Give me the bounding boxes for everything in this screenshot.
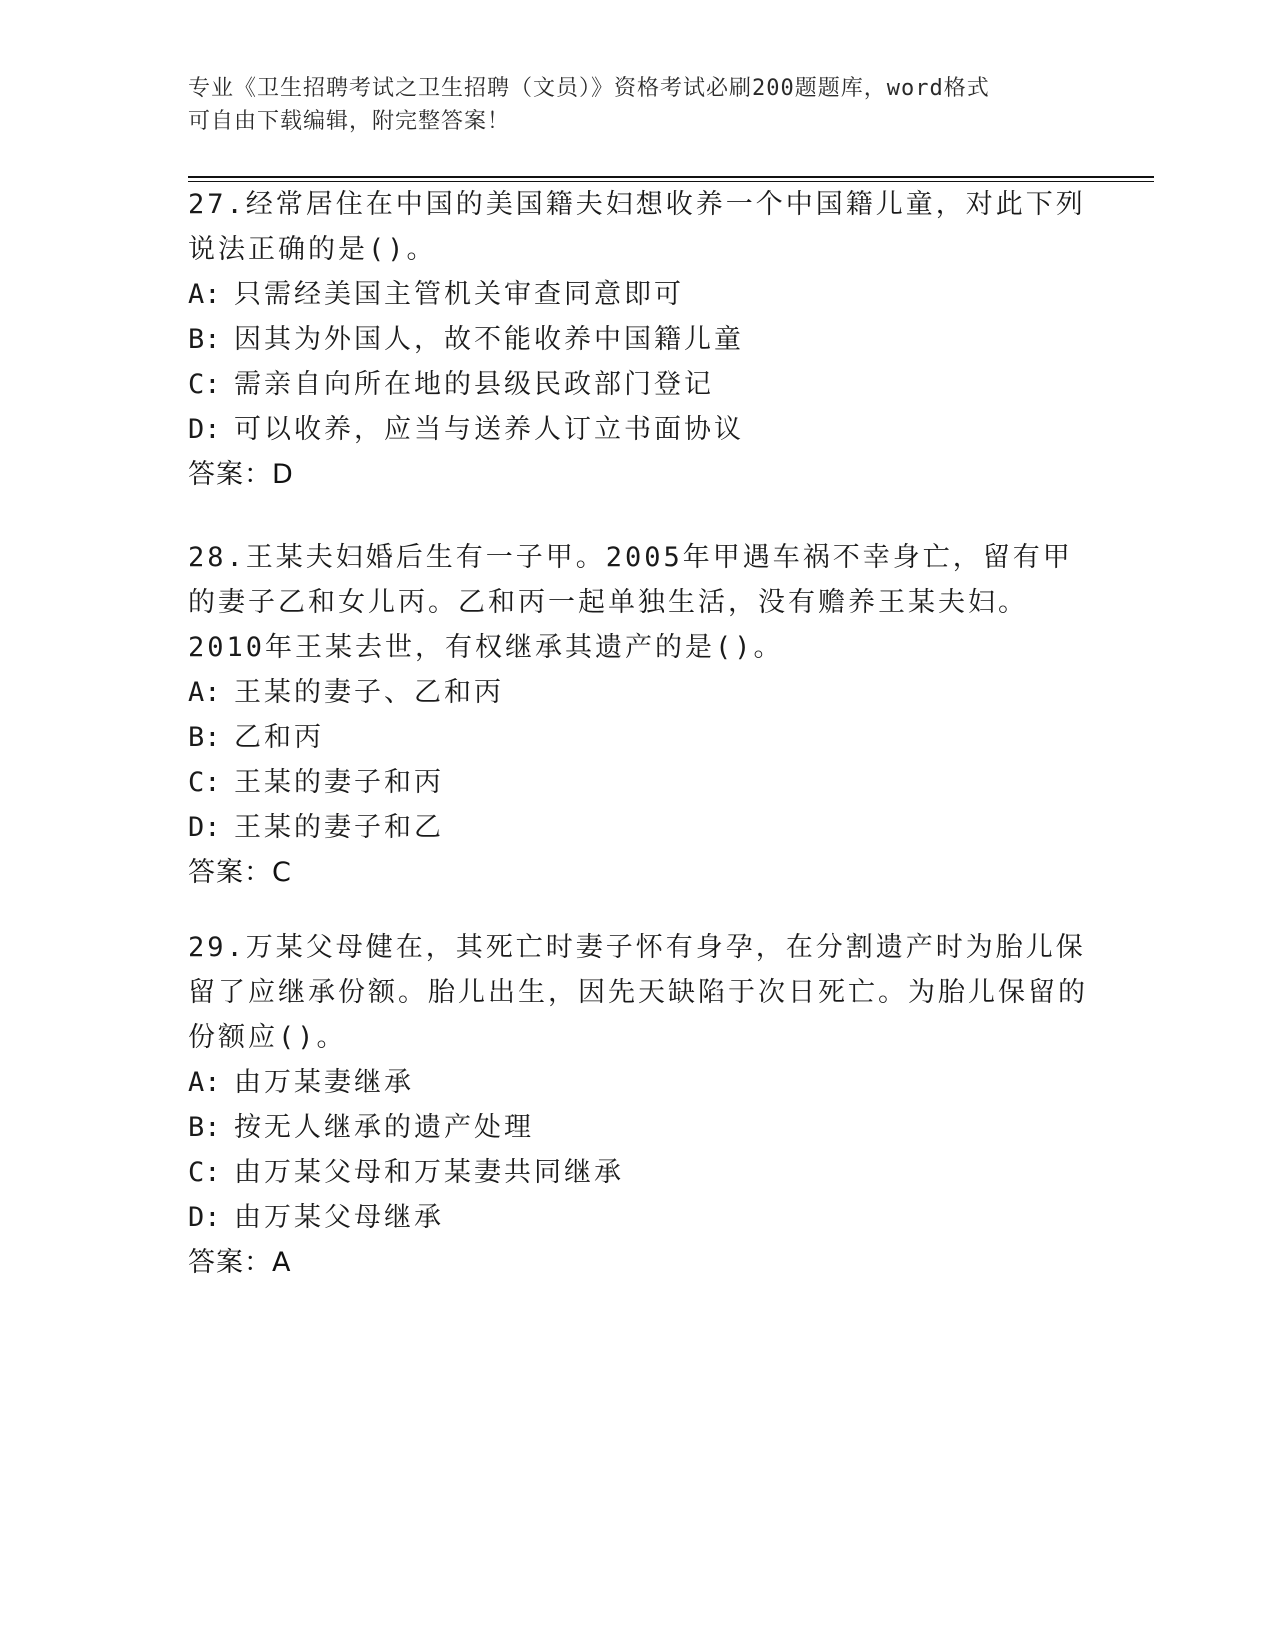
option-text: 只需经美国主管机关审查同意即可 (234, 279, 684, 310)
question-28 (188, 535, 1088, 895)
header-line-2: 可自由下载编辑，附完整答案！ (188, 109, 511, 134)
option-letter: B: (188, 722, 221, 753)
question-27 (188, 182, 1088, 497)
option-letter: A: (188, 677, 221, 708)
option-text: 乙和丙 (234, 722, 324, 753)
option-d (188, 805, 1088, 850)
option-letter: A: (188, 279, 221, 310)
option-letter: B: (188, 324, 221, 355)
option-text: 可以收养，应当与送养人订立书面协议 (234, 414, 744, 445)
option-letter: D: (188, 812, 221, 843)
option-text: 王某的妻子和乙 (234, 812, 444, 843)
answer-line: 答案：A (188, 1247, 292, 1278)
question-stem: 28.王某夫妇婚后生有一子甲。2005年甲遇车祸不幸身亡，留有甲的妻子乙和女儿丙。乙和丙一起单独生活，没有赡养王某夫妇。2010年王某去世，有权继承其遗产的是()。 (188, 542, 1073, 663)
question-stem: 29.万某父母健在，其死亡时妻子怀有身孕，在分割遗产时为胎儿保留了应继承份额。胎儿出生，因先天缺陷于次日死亡。为胎儿保留的份额应()。 (188, 932, 1088, 1053)
option-d (188, 1195, 1088, 1240)
option-b (188, 317, 1088, 362)
option-text: 由万某父母继承 (234, 1202, 444, 1233)
option-text: 王某的妻子、乙和丙 (234, 677, 504, 708)
option-letter: D: (188, 414, 221, 445)
option-letter: D: (188, 1202, 221, 1233)
header-line-1: 专业《卫生招聘考试之卫生招聘（文员）》资格考试必刷200题题库，word格式 (188, 76, 990, 101)
option-a (188, 272, 1088, 317)
option-letter: C: (188, 369, 221, 400)
option-text: 由万某父母和万某妻共同继承 (234, 1157, 624, 1188)
option-text: 因其为外国人，故不能收养中国籍儿童 (234, 324, 744, 355)
option-letter: C: (188, 1157, 221, 1188)
option-b (188, 715, 1088, 760)
option-letter: C: (188, 767, 221, 798)
question-29 (188, 925, 1088, 1285)
option-letter: A: (188, 1067, 221, 1098)
header-divider-thick (188, 176, 1154, 178)
option-c (188, 760, 1088, 805)
answer-line: 答案：D (188, 459, 294, 490)
answer-line: 答案：C (188, 857, 292, 888)
option-a (188, 670, 1088, 715)
option-text: 需亲自向所在地的县级民政部门登记 (234, 369, 714, 400)
option-c (188, 362, 1088, 407)
document-header (188, 72, 1068, 138)
option-a (188, 1060, 1088, 1105)
option-b (188, 1105, 1088, 1150)
question-stem: 27.经常居住在中国的美国籍夫妇想收养一个中国籍儿童，对此下列说法正确的是()。 (188, 189, 1086, 265)
option-text: 按无人继承的遗产处理 (234, 1112, 534, 1143)
option-c (188, 1150, 1088, 1195)
option-d (188, 407, 1088, 452)
option-text: 由万某妻继承 (234, 1067, 414, 1098)
option-letter: B: (188, 1112, 221, 1143)
option-text: 王某的妻子和丙 (234, 767, 444, 798)
